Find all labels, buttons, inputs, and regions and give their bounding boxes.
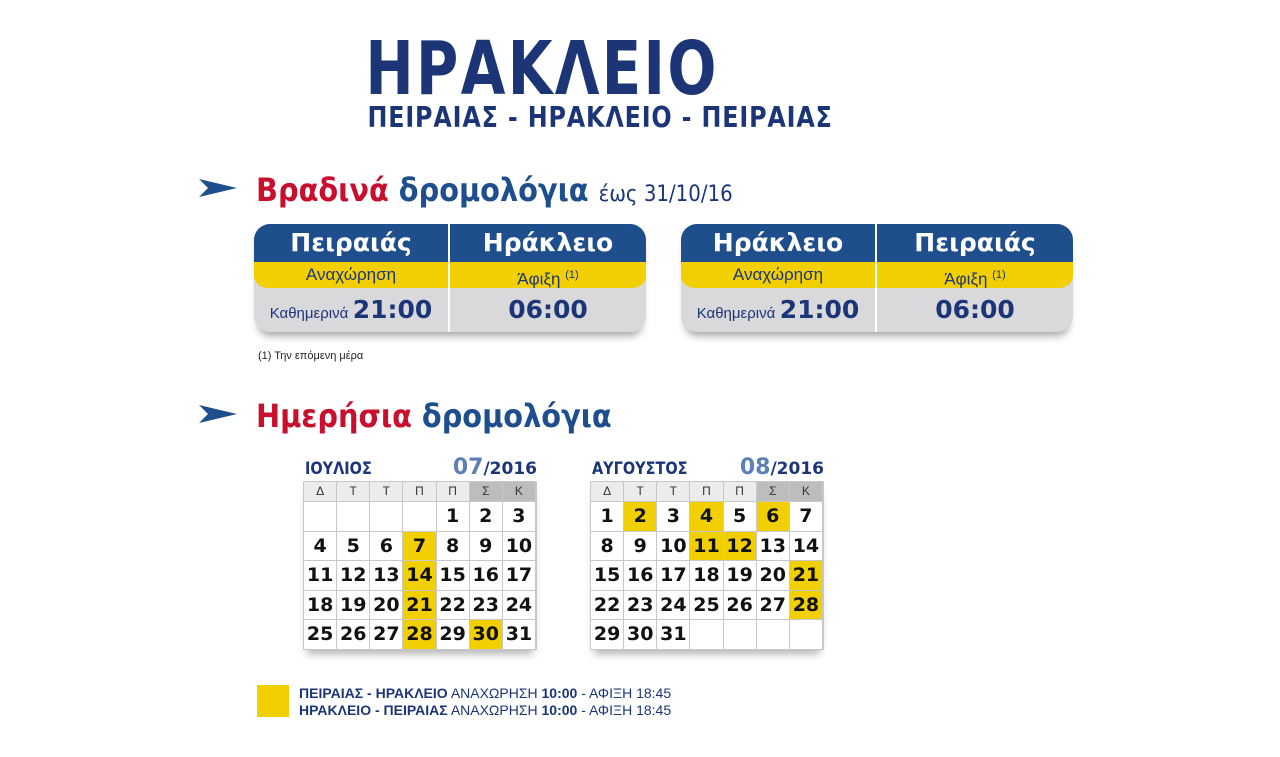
calendar-day-highlighted: 28 <box>790 590 823 620</box>
weekday-header: Π <box>690 482 723 501</box>
calendar-day: 22 <box>591 590 624 620</box>
calendar-day: 13 <box>757 531 790 561</box>
schedule-table-piraeus-heraklion <box>254 224 646 332</box>
calendar-day: 9 <box>624 531 657 561</box>
departure-label: Αναχώρηση <box>254 262 450 288</box>
calendar-day-highlighted: 12 <box>724 531 757 561</box>
calendar-day <box>757 619 790 649</box>
calendar-day: 24 <box>657 590 690 620</box>
calendar-day: 31 <box>657 619 690 649</box>
weekday-header: Τ <box>657 482 690 501</box>
calendar-day <box>304 501 337 531</box>
calendar-august <box>590 455 824 650</box>
weekday-header: Τ <box>370 482 403 501</box>
calendar-day: 23 <box>624 590 657 620</box>
calendar-day-highlighted: 7 <box>403 531 436 561</box>
calendar-day: 8 <box>437 531 470 561</box>
calendar-day: 16 <box>470 560 503 590</box>
weekday-header: Σ <box>757 482 790 501</box>
calendar-day: 29 <box>437 619 470 649</box>
calendar-day: 5 <box>724 501 757 531</box>
calendar-day: 7 <box>790 501 823 531</box>
calendar-day: 24 <box>503 590 536 620</box>
calendar-day: 29 <box>591 619 624 649</box>
calendar-july <box>303 455 537 650</box>
calendar-day: 22 <box>437 590 470 620</box>
calendar-day: 30 <box>624 619 657 649</box>
calendar-day-highlighted: 6 <box>757 501 790 531</box>
calendar-day: 14 <box>790 531 823 561</box>
calendar-grid <box>303 481 537 650</box>
weekday-header: Δ <box>304 482 337 501</box>
calendar-header <box>590 455 824 481</box>
calendar-day: 18 <box>690 560 723 590</box>
evening-title-red: Βραδινά <box>256 171 389 209</box>
calendar-grid <box>590 481 824 650</box>
month-year: 08/2016 <box>739 455 824 480</box>
evening-until-date: έως 31/10/16 <box>598 182 733 207</box>
calendar-day <box>337 501 370 531</box>
calendar-day: 20 <box>757 560 790 590</box>
calendar-day: 18 <box>304 590 337 620</box>
calendar-day: 8 <box>591 531 624 561</box>
calendar-day: 25 <box>304 619 337 649</box>
page-title: ΗΡΑΚΛΕΙΟ <box>365 26 719 112</box>
legend-text <box>299 685 671 719</box>
calendar-day: 17 <box>503 560 536 590</box>
daily-title-blue: δρομολόγια <box>421 397 612 435</box>
calendar-day-highlighted: 11 <box>690 531 723 561</box>
calendar-day <box>690 619 723 649</box>
calendar-day: 20 <box>370 590 403 620</box>
calendar-day: 10 <box>503 531 536 561</box>
weekday-header: Τ <box>337 482 370 501</box>
calendar-day: 25 <box>690 590 723 620</box>
calendar-day: 11 <box>304 560 337 590</box>
calendar-day: 19 <box>337 590 370 620</box>
calendar-day: 13 <box>370 560 403 590</box>
calendar-day: 12 <box>337 560 370 590</box>
calendar-day: 15 <box>591 560 624 590</box>
legend-line: ΠΕΙΡΑΙΑΣ - ΗΡΑΚΛΕΙΟ ΑΝΑΧΩΡΗΣΗ 10:00 - ΑΦΙΞΗ 18:45 <box>299 685 672 701</box>
calendar-day-highlighted: 4 <box>690 501 723 531</box>
weekday-header: Π <box>724 482 757 501</box>
calendar-day: 1 <box>591 501 624 531</box>
weekday-header: Π <box>437 482 470 501</box>
calendar-day <box>790 619 823 649</box>
legend-swatch <box>257 685 289 717</box>
schedule-table-heraklion-piraeus <box>681 224 1073 332</box>
weekday-header: Δ <box>591 482 624 501</box>
calendar-day: 15 <box>437 560 470 590</box>
calendar-day <box>724 619 757 649</box>
weekday-header: Π <box>403 482 436 501</box>
calendar-day: 5 <box>337 531 370 561</box>
arrival-time: 06:00 <box>508 295 588 324</box>
arrival-label: Άφιξη $^{(1)}$ <box>944 269 1006 289</box>
calendar-day: 6 <box>370 531 403 561</box>
calendar-day-highlighted: 2 <box>624 501 657 531</box>
weekday-header: Κ <box>790 482 823 501</box>
calendar-day: 31 <box>503 619 536 649</box>
evening-title-blue: δρομολόγια <box>398 171 589 209</box>
calendar-day: 1 <box>437 501 470 531</box>
departure-time-cell: Καθημερινά 21:00 <box>681 288 877 332</box>
calendar-day: 9 <box>470 531 503 561</box>
calendar-day: 26 <box>337 619 370 649</box>
daily-title-red: Ημερήσια <box>256 397 412 435</box>
calendar-day: 3 <box>503 501 536 531</box>
weekday-header: Κ <box>503 482 536 501</box>
calendar-day-highlighted: 28 <box>403 619 436 649</box>
calendar-day <box>370 501 403 531</box>
calendar-day: 2 <box>470 501 503 531</box>
calendar-day: 17 <box>657 560 690 590</box>
month-name: ΙΟΥΛΙΟΣ <box>305 459 372 479</box>
from-port: Ηράκλειο <box>681 224 877 262</box>
evening-section-title <box>256 170 733 215</box>
legend-line: ΗΡΑΚΛΕΙΟ - ΠΕΙΡΑΙΑΣ ΑΝΑΧΩΡΗΣΗ 10:00 - ΑΦΙΞΗ 18:45 <box>299 702 672 718</box>
calendar-day: 27 <box>370 619 403 649</box>
route-subtitle: ΠΕΙΡΑΙΑΣ - ΗΡΑΚΛΕΙΟ - ΠΕΙΡΑΙΑΣ <box>367 101 833 134</box>
to-port: Πειραιάς <box>914 228 1036 257</box>
departure-time: 21:00 <box>352 295 433 324</box>
calendar-day: 16 <box>624 560 657 590</box>
arrival-label: Άφιξη $^{(1)}$ <box>517 269 579 289</box>
calendar-day: 10 <box>657 531 690 561</box>
departure-time-cell: Καθημερινά 21:00 <box>254 288 450 332</box>
calendar-day: 4 <box>304 531 337 561</box>
weekday-header: Σ <box>470 482 503 501</box>
month-year: 07/2016 <box>452 455 537 480</box>
calendar-header <box>303 455 537 481</box>
departure-time: 21:00 <box>779 295 860 324</box>
footnote: (1) Την επόμενη μέρα <box>258 350 364 362</box>
calendar-day-highlighted: 21 <box>790 560 823 590</box>
calendar-day-highlighted: 21 <box>403 590 436 620</box>
calendar-day: 26 <box>724 590 757 620</box>
calendar-day: 27 <box>757 590 790 620</box>
weekday-header: Τ <box>624 482 657 501</box>
to-port: Ηράκλειο <box>482 228 614 257</box>
calendar-day-highlighted: 30 <box>470 619 503 649</box>
calendar-day <box>403 501 436 531</box>
daily-section-title <box>256 396 612 436</box>
calendar-day: 3 <box>657 501 690 531</box>
calendar-day-highlighted: 14 <box>403 560 436 590</box>
from-port: Πειραιάς <box>254 224 450 262</box>
departure-label: Αναχώρηση <box>681 262 877 288</box>
month-name: ΑΥΓΟΥΣΤΟΣ <box>592 459 688 479</box>
arrow-icon <box>199 179 237 197</box>
arrow-icon <box>199 405 237 423</box>
calendar-day: 19 <box>724 560 757 590</box>
arrival-time: 06:00 <box>935 295 1015 324</box>
calendar-day: 23 <box>470 590 503 620</box>
